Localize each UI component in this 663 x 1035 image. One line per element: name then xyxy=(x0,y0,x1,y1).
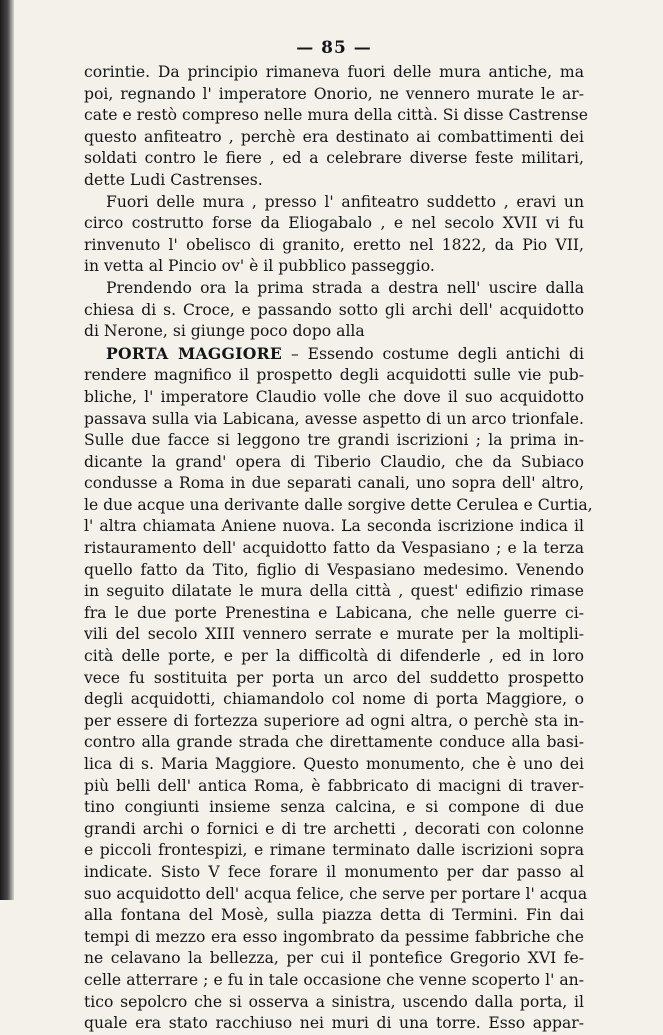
text-line: condusse a Roma in due separati canali, uno sopra dell' altro, xyxy=(84,474,584,493)
text-line: suo acquidotto dell' acqua felice, che serve per portare l' acqua xyxy=(84,884,588,903)
book-page xyxy=(84,38,593,1035)
text-line: Prendendo ora la prima strada a destra nell' uscire dalla xyxy=(106,278,584,297)
text-line: chiesa di s. Croce, e passando sotto gli archi dell' acquidotto xyxy=(84,300,584,319)
text-line: più belli dell' antica Roma, è fabbricato di macigni di traver- xyxy=(84,776,584,795)
text-line: per essere di fortezza superiore ad ogni altra, o perchè sta in- xyxy=(84,711,584,730)
text-line: indicate. Sisto V fece forare il monumento per dar passo al xyxy=(84,862,584,881)
page-number: — 85 — xyxy=(296,38,372,58)
text-line xyxy=(84,343,584,366)
paragraph-1 xyxy=(84,62,588,192)
text-line: contro alla grande strada che direttamente conduce alla basi- xyxy=(84,733,584,752)
text-line: rinvenuto l' obelisco di granito, eretto nel 1822, da Pio VII, xyxy=(84,235,584,254)
text-line: in seguito dilatate le mura della città , quest' edifizio rimase xyxy=(84,582,584,601)
text-line: alla fontana del Mosè, sulla piazza detta di Termini. Fin dai xyxy=(84,906,584,925)
text-line: dette Ludi Castrenses. xyxy=(84,170,263,189)
text-line: lica di s. Maria Maggiore. Questo monumento, che è uno dei xyxy=(84,755,584,773)
text-line: l' altra chiamata Aniene nuova. La seconda iscrizione indica il xyxy=(84,517,584,536)
text-line: e piccoli frontespizi, e rimane terminato dalle iscrizioni sopra xyxy=(84,841,584,860)
text-line: fra le due porte Prenestina e Labicana, che nelle guerre ci- xyxy=(84,603,584,622)
paragraph-porta-maggiore xyxy=(84,343,593,1035)
text-line: Sulle due facce si leggono tre grandi iscrizioni ; la prima in- xyxy=(84,431,584,450)
text-line: vili del secolo XIII vennero serrate e murate per la moltipli- xyxy=(84,625,584,644)
text-line: circo costrutto forse da Eliogabalo , e nel secolo XVII vi fu xyxy=(84,214,584,233)
text-line: tino congiunti insieme senza calcina, e si compone di due xyxy=(84,798,584,817)
text-line: dicante la grand' opera di Tiberio Claudio, che da Subiaco xyxy=(84,452,584,471)
text-line: le due acque una derivante dalle sorgive dette Cerulea e Curtia, xyxy=(84,495,593,514)
text-line: tico sepolcro che si osserva a sinistra, uscendo dalla porta, il xyxy=(84,992,584,1011)
text-line: celle atterrare ; e fu in tale occasione che venne scoperto l' an- xyxy=(84,970,584,989)
text-line: rendere magnifico il prospetto degli acquidotti sulle vie pub- xyxy=(84,366,584,385)
text-line: poi, regnando l' imperatore Onorio, ne vennero murate le ar- xyxy=(84,84,584,103)
text-line: in vetta al Pincio ov' è il pubblico passeggio. xyxy=(84,257,435,276)
text-line: degli acquidotti, chiamandolo col nome di porta Maggiore, o xyxy=(84,690,584,709)
text-line: ristauramento dell' acquidotto fatto da Vespasiano ; e la terza xyxy=(84,539,584,558)
text-line: corintie. Da principio rimaneva fuori delle mura antiche, ma xyxy=(84,63,584,81)
text-line: quello fatto da Tito, figlio di Vespasiano medesimo. Venendo xyxy=(84,560,584,579)
text-line: cate e restò compreso nelle mura della città. Si disse Castrense xyxy=(84,106,588,125)
text-line: grandi archi o fornici e di tre archetti , decorati con colonne xyxy=(84,819,584,838)
text-line: Fuori delle mura , presso l' anfiteatro suddetto , eravi un xyxy=(106,192,584,211)
text-line: soldati contro le fiere , ed a celebrare diverse feste militari, xyxy=(84,149,584,168)
text-line: quale era stato racchiuso nei muri di una torre. Esso appar- xyxy=(84,1014,584,1033)
paragraph-2 xyxy=(84,192,584,278)
text-line: bliche, l' imperatore Claudio volle che dove il suo acquidotto xyxy=(84,387,584,406)
text-line: passava sulla via Labicana, avesse aspetto di un arco trionfale. xyxy=(84,409,584,428)
text-line: tempi di mezzo era esso ingombrato da pessime fabbriche che xyxy=(84,927,584,946)
section-heading: PORTA MAGGIORE xyxy=(106,343,283,363)
text-line: cità delle porte, e per la difficoltà di difenderle , ed in loro xyxy=(84,647,584,666)
text-line-tail: – Essendo costume degli antichi di xyxy=(282,344,584,363)
text-line: ne celavano la bellezza, per cui il pontefice Gregorio XVI fe- xyxy=(84,949,584,968)
text-line: vece fu sostituita per porta un arco del suddetto prospetto xyxy=(84,668,584,687)
book-binding-shadow xyxy=(0,0,14,900)
text-line: questo anfiteatro , perchè era destinato ai combattimenti dei xyxy=(84,127,584,146)
text-line: di Nerone, si giunge poco dopo alla xyxy=(84,322,365,341)
paragraph-3 xyxy=(84,278,584,343)
